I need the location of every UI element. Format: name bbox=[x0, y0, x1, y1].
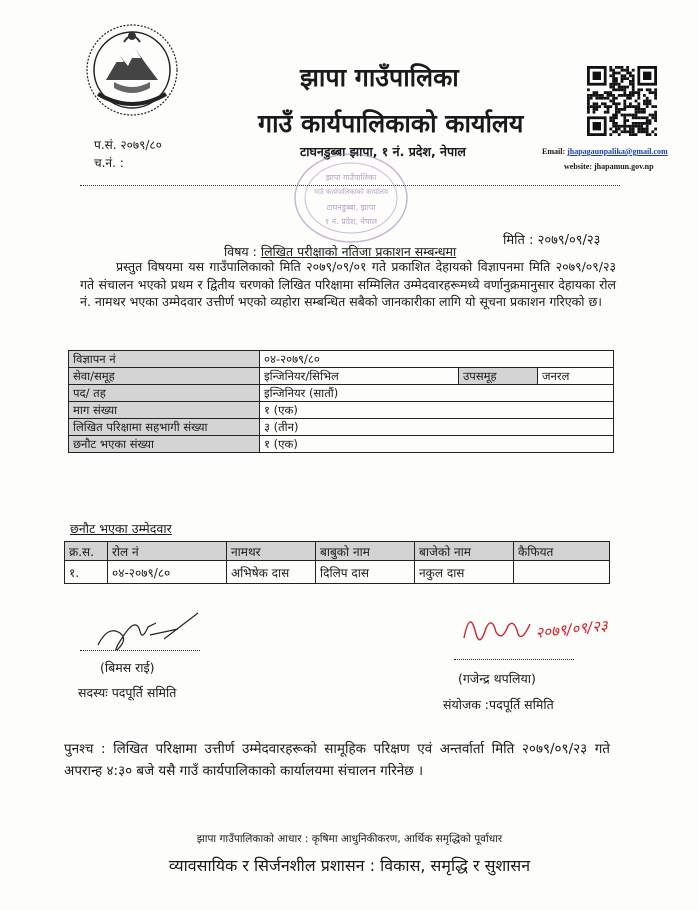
website-line bbox=[564, 162, 654, 171]
email-line bbox=[542, 147, 668, 156]
qr-code bbox=[587, 66, 657, 136]
table-row bbox=[69, 351, 614, 368]
cell-name: अभिषेक दास bbox=[227, 561, 316, 584]
col-header-name: नामथर bbox=[227, 542, 316, 561]
reference-number: प.सं. २०७९/८० bbox=[94, 138, 162, 152]
nepal-emblem-logo bbox=[84, 22, 180, 118]
email-link[interactable]: jhapagaunpalika@gmail.com bbox=[567, 147, 668, 156]
stamp-line-2: गाउँ कार्यपालिकाको कार्यालय bbox=[314, 188, 388, 196]
postscript-note: पुनश्च : लिखित परिक्षामा उत्तीर्ण उम्मेदवारहरूको सामूहिक परिक्षण एवं अन्तर्वार्ता मिति २०७९/०९/२३ गते अपरान्ह ४:३० बजे यसै गाउँ कार्यपालिकाको कार्यालयमा संचालन गरिनेछ । bbox=[64, 741, 610, 779]
advertisement-info-table bbox=[68, 350, 614, 453]
col-header-grandfather: बाजेको नाम bbox=[415, 542, 514, 561]
coordinator-name: (गजेन्द्र थपलिया) bbox=[458, 671, 536, 686]
letter-date: मिति : २०७९/०९/२३ bbox=[503, 233, 601, 248]
cell-grandfather: नकुल दास bbox=[415, 561, 514, 584]
email-label: Email: bbox=[542, 147, 566, 156]
stamp-line-3: टाघनडुब्बा, झापा bbox=[326, 203, 376, 212]
member-signature bbox=[78, 605, 218, 655]
ad-no-label: विज्ञापन नं bbox=[69, 351, 260, 368]
selected-candidates-table bbox=[64, 541, 610, 584]
office-address: टाघनडुब्बा झापा, १ नं. प्रदेश, नेपाल bbox=[300, 144, 466, 159]
col-header-remarks: कैफियत bbox=[514, 542, 610, 561]
table-row bbox=[69, 419, 614, 436]
member-name: (बिमस राई) bbox=[100, 660, 155, 675]
signature-line-right bbox=[454, 659, 574, 660]
col-header-father: बाबुको नाम bbox=[316, 542, 415, 561]
selected-label: छनौट भएका संख्या bbox=[69, 436, 260, 453]
cell-sn: १. bbox=[65, 561, 108, 584]
stamp-line-4: १ नं. प्रदेश, नेपाल bbox=[324, 217, 378, 226]
participants-label: लिखित परिक्षामा सहभागी संख्या bbox=[69, 419, 260, 436]
website-link[interactable]: jhapamun.gov.np bbox=[594, 162, 654, 171]
col-header-sn: क्र.स. bbox=[65, 542, 108, 561]
ad-no-value: ०४-२०७९/८० bbox=[260, 351, 614, 368]
footer-motto-1: झापा गाउँपालिकाको आधार : कृषिमा आधुनिकीकरण, आर्थिक समृद्धिको पूर्वाधार bbox=[196, 833, 503, 845]
subject-label: विषय : bbox=[224, 244, 257, 259]
coordinator-role: संयोजक :पदपूर्ति समिति bbox=[443, 697, 554, 712]
participants-value: ३ (तीन) bbox=[260, 419, 614, 436]
service-label: सेवा/समूह bbox=[69, 368, 260, 385]
letter-body: प्रस्तुत विषयमा यस गाउँपालिकाको मिति २०७९/०९/०१ गते प्रकाशित देहायको विज्ञापनमा मिति २०७९/०९/२३ गते संचालन भएको प्रथम र द्वितीय चरणको लिखित परिक्षामा सम्मिलित उम्मेदवारहरूमध्ये वर्णानुक्रमानुसार देहायका रोल नं. नामथर भएका उम्मेदवार उत्तीर्ण भएको व्यहोरा सम्बन्धित सबैको जानकारीका लागि यो सूचना प्रकाशन गरिएको छ। bbox=[80, 259, 616, 309]
footer-motto-2: व्यावसायिक र सिर्जनशील प्रशासन : विकास, समृद्धि र सुशासन bbox=[168, 856, 531, 875]
dispatch-number: च.नं. : bbox=[94, 156, 124, 170]
subgroup-value: जनरल bbox=[538, 368, 614, 385]
table-row bbox=[69, 368, 614, 385]
table-row bbox=[65, 561, 610, 584]
candidates-heading bbox=[70, 520, 172, 537]
demand-value: १ (एक) bbox=[260, 402, 614, 419]
post-label: पद/ तह bbox=[69, 385, 260, 402]
table-header-row bbox=[65, 542, 610, 561]
office-title-line2: गाउँ कार्यपालिकाको कार्यालय bbox=[258, 109, 524, 138]
candidates-heading-text: छनौट भएका उम्मेदवार bbox=[70, 521, 172, 536]
post-value: इन्जिनियर (सातौं) bbox=[260, 385, 614, 402]
member-role: सदस्यः पदपूर्ति समिति bbox=[78, 685, 177, 700]
office-title-line1: झापा गाउँपालिका bbox=[300, 63, 459, 92]
signature-date: २०७९/०९/२३ bbox=[534, 616, 609, 642]
service-value: इन्जिनियर/सिभिल bbox=[260, 368, 459, 385]
cell-roll: ०४-२०७९/८० bbox=[108, 561, 227, 584]
website-label: website: bbox=[564, 162, 592, 171]
table-row bbox=[69, 385, 614, 402]
subject-text: लिखित परीक्षाको नतिजा प्रकाशन सम्बन्धमा bbox=[260, 244, 457, 259]
office-stamp bbox=[292, 150, 410, 246]
table-row bbox=[69, 402, 614, 419]
demand-label: माग संख्या bbox=[69, 402, 260, 419]
subgroup-label: उपसमूह bbox=[459, 368, 538, 385]
coordinator-signature bbox=[456, 598, 656, 660]
table-row bbox=[69, 436, 614, 453]
cell-father: दिलिप दास bbox=[316, 561, 415, 584]
selected-value: १ (एक) bbox=[260, 436, 614, 453]
signature-line-left bbox=[80, 650, 200, 651]
col-header-roll: रोल नं bbox=[108, 542, 227, 561]
cell-remarks bbox=[514, 561, 610, 584]
stamp-line-1: झापा गाउँपालिका bbox=[325, 173, 377, 182]
